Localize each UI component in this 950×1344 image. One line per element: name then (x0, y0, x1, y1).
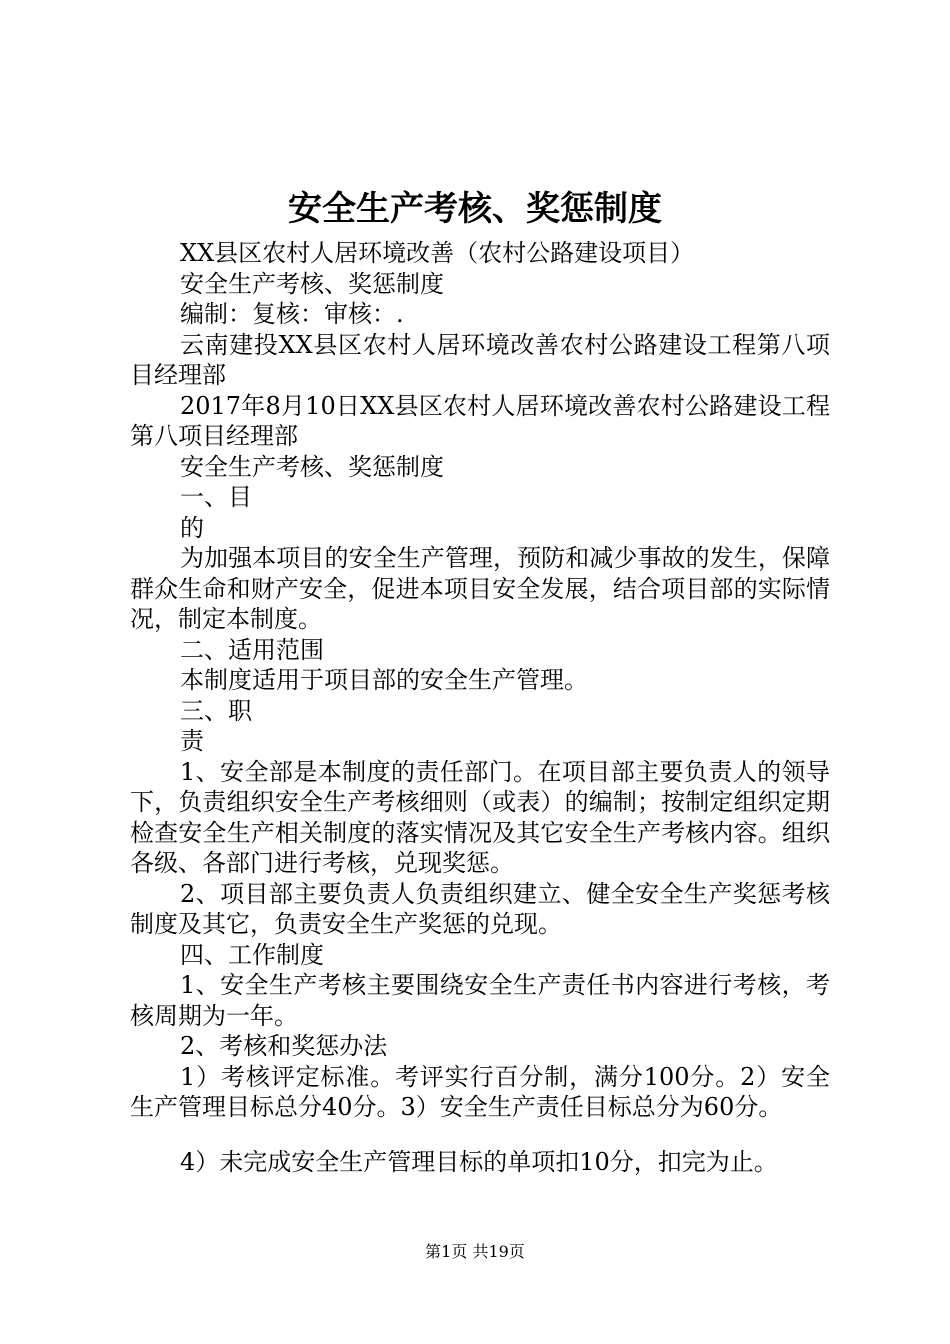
paragraph-purpose: 为加强本项目的安全生产管理，预防和减少事故的发生，保障群众生命和财产安全，促进本项目安全发展，结合项目部的实际情况，制定本制度。 (130, 544, 830, 633)
page-number-footer: 第1页 共19页 (425, 1242, 525, 1261)
paragraph-deduction: 4）未完成安全生产管理目标的单项扣10分，扣完为止。 (180, 1147, 778, 1176)
paragraph-organization: 云南建投XX县区农村人居环境改善农村公路建设工程第八项目经理部 (130, 330, 830, 389)
paragraph-work-2: 2、考核和奖惩办法 (180, 1032, 388, 1060)
paragraph-subtitle: 安全生产考核、奖惩制度 (180, 269, 444, 298)
document-body (130, 238, 830, 1177)
section-heading-work-system: 四、工作制度 (180, 940, 324, 969)
section-heading-duties: 三、职 (180, 696, 252, 725)
paragraph-scoring: 1）考核评定标准。考评实行百分制，满分100分。2）安全生产管理目标总分40分。3）安全生产责任目标总分为60分。 (130, 1062, 830, 1121)
paragraph-duty-1: 1、安全部是本制度的责任部门。在项目部主要负责人的领导下，负责组织安全生产考核细则（或表）的编制；按制定组织定期检查安全生产相关制度的落实情况及其它安全生产考核内容。组织各级、各部门进行考核，兑现奖惩。 (130, 757, 830, 877)
paragraph-subtitle-repeat: 安全生产考核、奖惩制度 (180, 452, 444, 481)
paragraph-date-organization: 2017年8月10日XX县区农村人居环境改善农村公路建设工程第八项目经理部 (130, 391, 830, 450)
paragraph-scope: 本制度适用于项目部的安全生产管理。 (180, 666, 588, 694)
section-heading-purpose-cont: 的 (180, 513, 204, 542)
section-heading-scope: 二、适用范围 (180, 635, 324, 664)
document-title: 安全生产考核、奖惩制度 (288, 189, 662, 229)
paragraph-work-1: 1、安全生产考核主要围绕安全生产责任书内容进行考核，考核周期为一年。 (130, 971, 830, 1030)
paragraph-project-name: XX县区农村人居环境改善（农村公路建设项目） (180, 239, 695, 267)
paragraph-duty-2: 2、项目部主要负责人负责组织建立、健全安全生产奖惩考核制度及其它，负责安全生产奖惩的兑现。 (130, 879, 830, 938)
section-heading-purpose: 一、目 (180, 483, 252, 511)
section-heading-duties-cont: 责 (180, 727, 204, 755)
paragraph-signoff: 编制：复核：审核：. (180, 300, 404, 328)
